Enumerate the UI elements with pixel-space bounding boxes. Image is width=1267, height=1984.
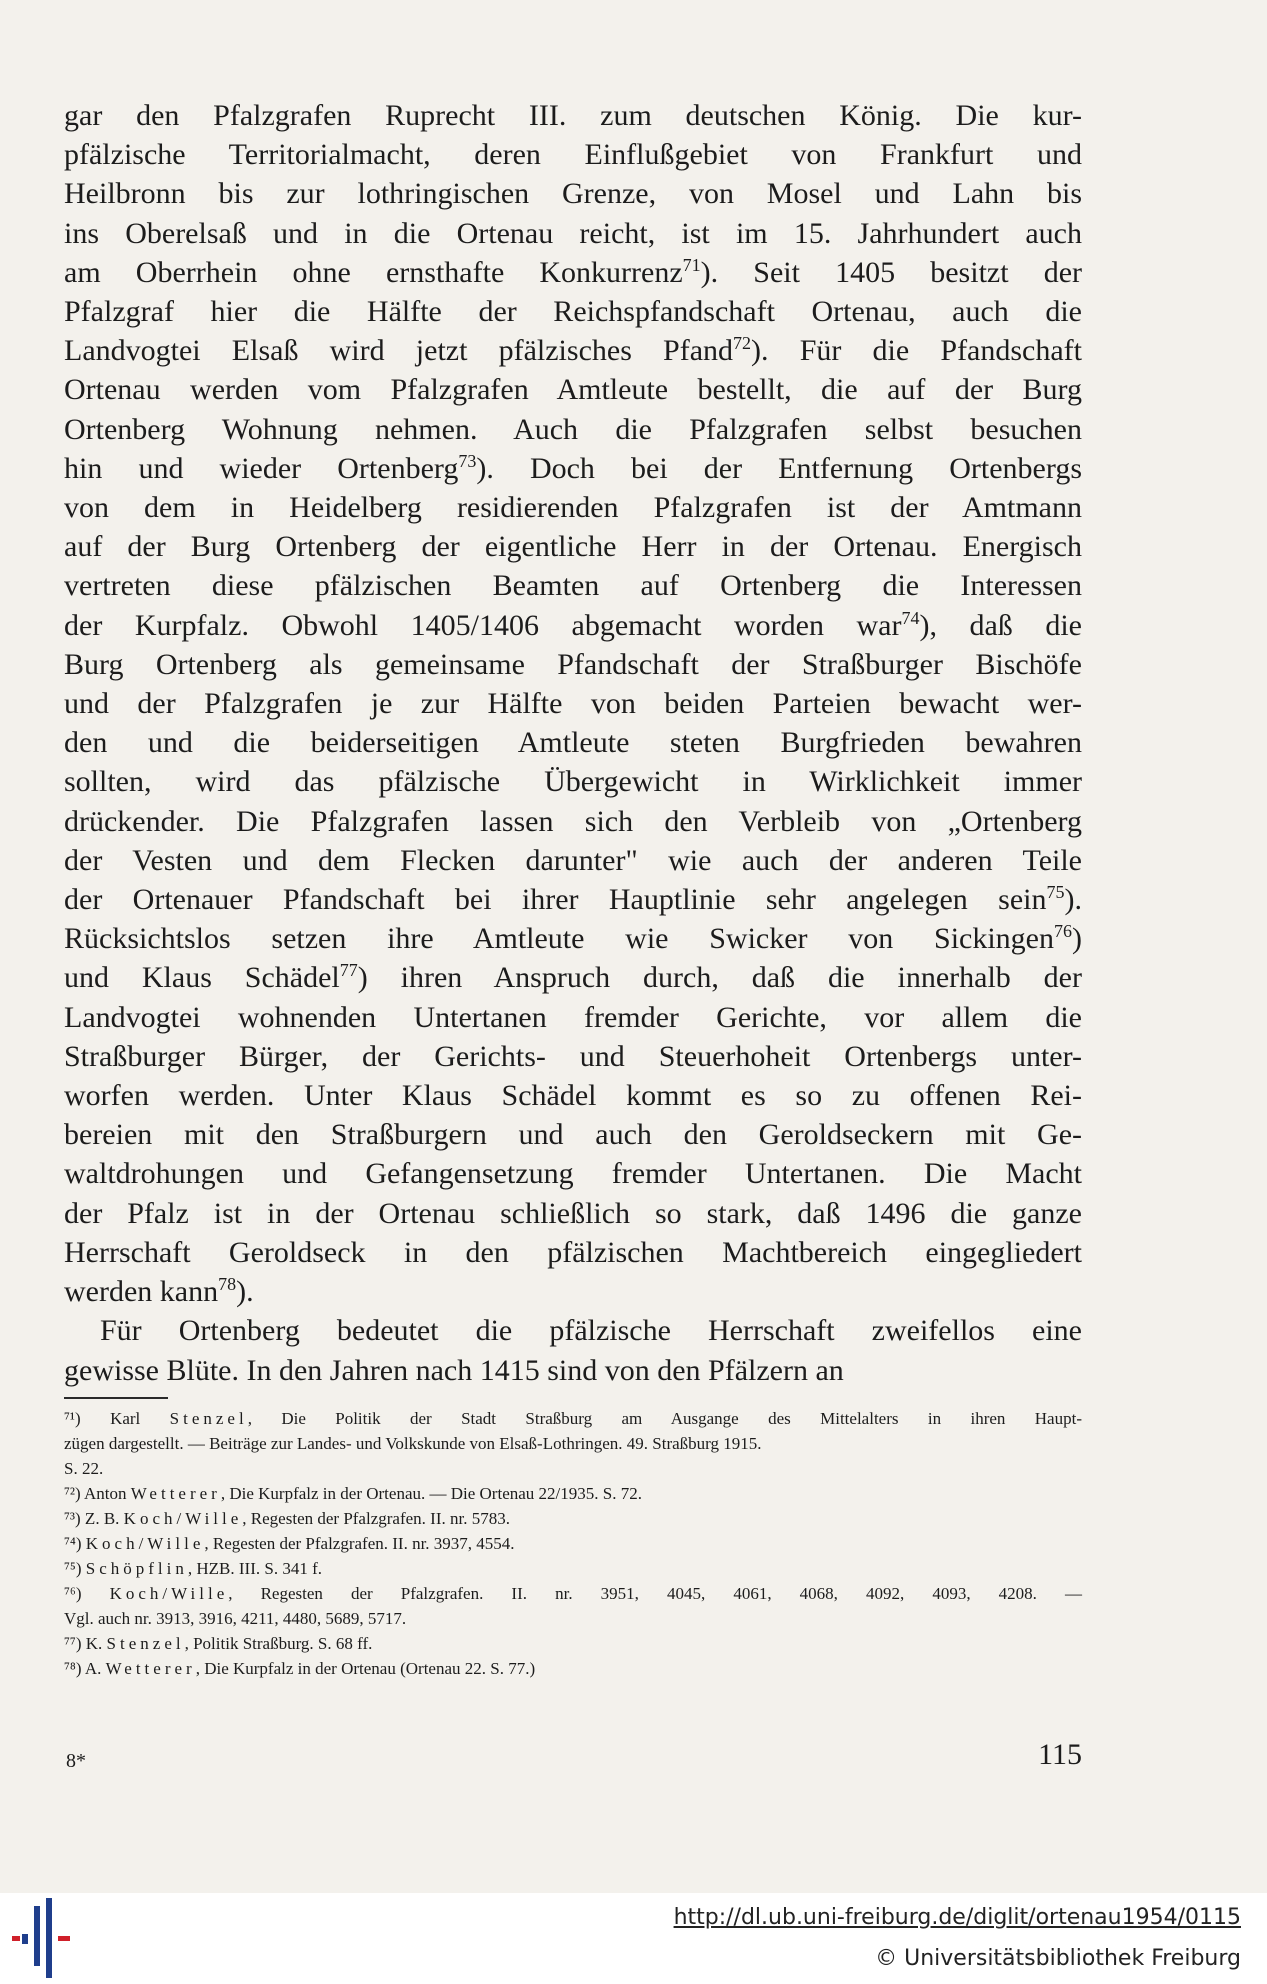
footnote-ref: 72	[733, 333, 752, 354]
p1-line-2: pfälzische Territorialmacht, deren Einflußgebiet von Frankfurt und	[64, 138, 1082, 172]
footnote-ref: 78	[218, 1274, 237, 1295]
p1-line-6: Pfalzgraf hier die Hälfte der Reichspfandschaft Ortenau, auch die	[64, 295, 1082, 329]
p2-line-2: gewisse Blüte. In den Jahren nach 1415 sind von den Pfälzern an	[64, 1353, 844, 1387]
footnote-71-line-1: ⁷¹) Karl Stenzel, Die Politik der Stadt Straßburg am Ausgange des Mittelalters in ihren Haupt-	[64, 1409, 1082, 1428]
p1-line-5: am Oberrhein ohne ernsthafte Konkurrenz$^{71}$). Seit 1405 besitzt der	[64, 254, 1082, 289]
footnote-75: ⁷⁵) Schöpflin, HZB. III. S. 341 f.	[64, 1559, 322, 1578]
footnote-ref: 73	[458, 450, 477, 471]
footnote-76-line-2: Vgl. auch nr. 3913, 3916, 4211, 4480, 5689, 5717.	[64, 1609, 407, 1628]
p1-line-23: und Klaus Schädel$^{77}$) ihren Anspruch durch, daß die innerhalb der	[64, 960, 1082, 995]
footnote-ref: 75	[1046, 882, 1065, 903]
p1-line-13: vertreten diese pfälzischen Beamten auf Ortenberg die Interessen	[64, 569, 1082, 603]
p1-line-26: worfen werden. Unter Klaus Schädel kommt es so zu offenen Rei-	[64, 1079, 1082, 1113]
p1-line-9: Ortenberg Wohnung nehmen. Auch die Pfalzgrafen selbst besuchen	[64, 412, 1082, 446]
p1-line-11: von dem in Heidelberg residierenden Pfalzgrafen ist der Amtmann	[64, 491, 1082, 525]
footnote-ref: 77	[339, 960, 358, 981]
footnote-divider	[64, 1397, 168, 1399]
logo-dash-right	[58, 1936, 70, 1941]
body-text	[64, 96, 1082, 1390]
logo-bar-1	[34, 1906, 40, 1966]
p1-line-14: der Kurpfalz. Obwohl 1405/1406 abgemacht worden war$^{74}$), daß die	[64, 607, 1082, 642]
p1-line-12: auf der Burg Ortenberg der eigentliche Herr in der Ortenau. Energisch	[64, 530, 1082, 564]
footnote-76-line-1: ⁷⁶) Koch/Wille, Regesten der Pfalzgrafen. II. nr. 3951, 4045, 4061, 4068, 4092, 4093, 4208. —	[64, 1584, 1082, 1603]
p1-line-18: sollten, wird das pfälzische Übergewicht in Wirklichkeit immer	[64, 765, 1082, 799]
footnote-ref: 71	[682, 254, 701, 275]
p1-line-21: der Ortenauer Pfandschaft bei ihrer Hauptlinie sehr angelegen sein$^{75}$).	[64, 882, 1082, 917]
p1-line-3: Heilbronn bis zur lothringischen Grenze, von Mosel und Lahn bis	[64, 177, 1082, 211]
p1-line-17: den und die beiderseitigen Amtleute steten Burgfrieden bewahren	[64, 726, 1082, 760]
logo-bar-3	[22, 1934, 28, 1944]
page-number: 115	[1038, 1738, 1082, 1771]
p1-line-25: Straßburger Bürger, der Gerichts- und Steuerhoheit Ortenbergs unter-	[64, 1039, 1082, 1073]
paragraph-2	[64, 1311, 1082, 1389]
footnote-71-line-3: S. 22.	[64, 1459, 104, 1478]
ub-freiburg-logo-icon	[12, 1898, 82, 1978]
footnote-71-line-2: zügen dargestellt. — Beiträge zur Landes- und Volkskunde von Elsaß-Lothringen. 49. Straßburg 1915.	[64, 1434, 762, 1453]
p1-line-1: gar den Pfalzgrafen Ruprecht III. zum deutschen König. Die kur-	[64, 99, 1082, 132]
p1-line-10: hin und wieder Ortenberg$^{73}$). Doch bei der Entfernung Ortenbergs	[64, 450, 1082, 485]
p1-line-24: Landvogtei wohnenden Untertanen fremder Gerichte, vor allem die	[64, 1000, 1082, 1034]
permalink-url[interactable]: http://dl.ub.uni-freiburg.de/diglit/ortenau1954/0115	[673, 1905, 1241, 1930]
p1-line-8: Ortenau werden vom Pfalzgrafen Amtleute bestellt, die auf der Burg	[64, 373, 1082, 407]
footnote-ref: 76	[1054, 921, 1072, 942]
p1-line-29: der Pfalz ist in der Ortenau schließlich so stark, daß 1496 die ganze	[64, 1196, 1082, 1230]
p1-line-15: Burg Ortenberg als gemeinsame Pfandschaft der Straßburger Bischöfe	[64, 647, 1082, 681]
p1-line-7: Landvogtei Elsaß wird jetzt pfälzisches Pfand$^{72}$). Für die Pfandschaft	[64, 333, 1083, 368]
p1-line-27: bereien mit den Straßburgern und auch den Geroldseckern mit Ge-	[64, 1118, 1082, 1152]
footnotes	[64, 1406, 1082, 1681]
footnote-ref: 74	[901, 607, 920, 628]
p1-line-4: ins Oberelsaß und in die Ortenau reicht, ist im 15. Jahrhundert auch	[64, 216, 1082, 250]
copyright-notice: © Universitätsbibliothek Freiburg	[875, 1946, 1241, 1971]
p1-line-31: werden kann$^{78}$).	[64, 1274, 254, 1309]
footnote-73: ⁷³) Z. B. Koch/Wille, Regesten der Pfalzgrafen. II. nr. 5783.	[64, 1509, 510, 1528]
p2-line-1: Für Ortenberg bedeutet die pfälzische Herrschaft zweifellos eine	[100, 1314, 1082, 1348]
p1-line-20: der Vesten und dem Flecken darunter" wie auch der anderen Teile	[64, 843, 1082, 877]
p1-line-30: Herrschaft Geroldseck in den pfälzischen Machtbereich eingegliedert	[64, 1235, 1082, 1269]
p1-line-28: waltdrohungen und Gefangensetzung fremder Untertanen. Die Macht	[64, 1157, 1082, 1191]
p1-line-22: Rücksichtslos setzen ihre Amtleute wie Swicker von Sickingen$^{76}$)	[64, 921, 1082, 956]
footnote-74: ⁷⁴) Koch/Wille, Regesten der Pfalzgrafen. II. nr. 3937, 4554.	[64, 1534, 515, 1553]
sheet-signature: 8*	[66, 1750, 86, 1772]
p1-line-19: drückender. Die Pfalzgrafen lassen sich den Verbleib von „Ortenberg	[64, 804, 1082, 838]
footnote-77: ⁷⁷) K. Stenzel, Politik Straßburg. S. 68 ff.	[64, 1634, 373, 1653]
footnote-72: ⁷²) Anton Wetterer, Die Kurpfalz in der Ortenau. — Die Ortenau 22/1935. S. 72.	[64, 1484, 642, 1503]
p1-line-16: und der Pfalzgrafen je zur Hälfte von beiden Parteien bewacht wer-	[64, 687, 1082, 721]
logo-bar-2	[46, 1898, 52, 1978]
logo-dash-left	[12, 1936, 20, 1941]
paragraph-1	[64, 96, 1082, 1311]
footnote-78: ⁷⁸) A. Wetterer, Die Kurpfalz in der Ortenau (Ortenau 22. S. 77.)	[64, 1659, 536, 1678]
